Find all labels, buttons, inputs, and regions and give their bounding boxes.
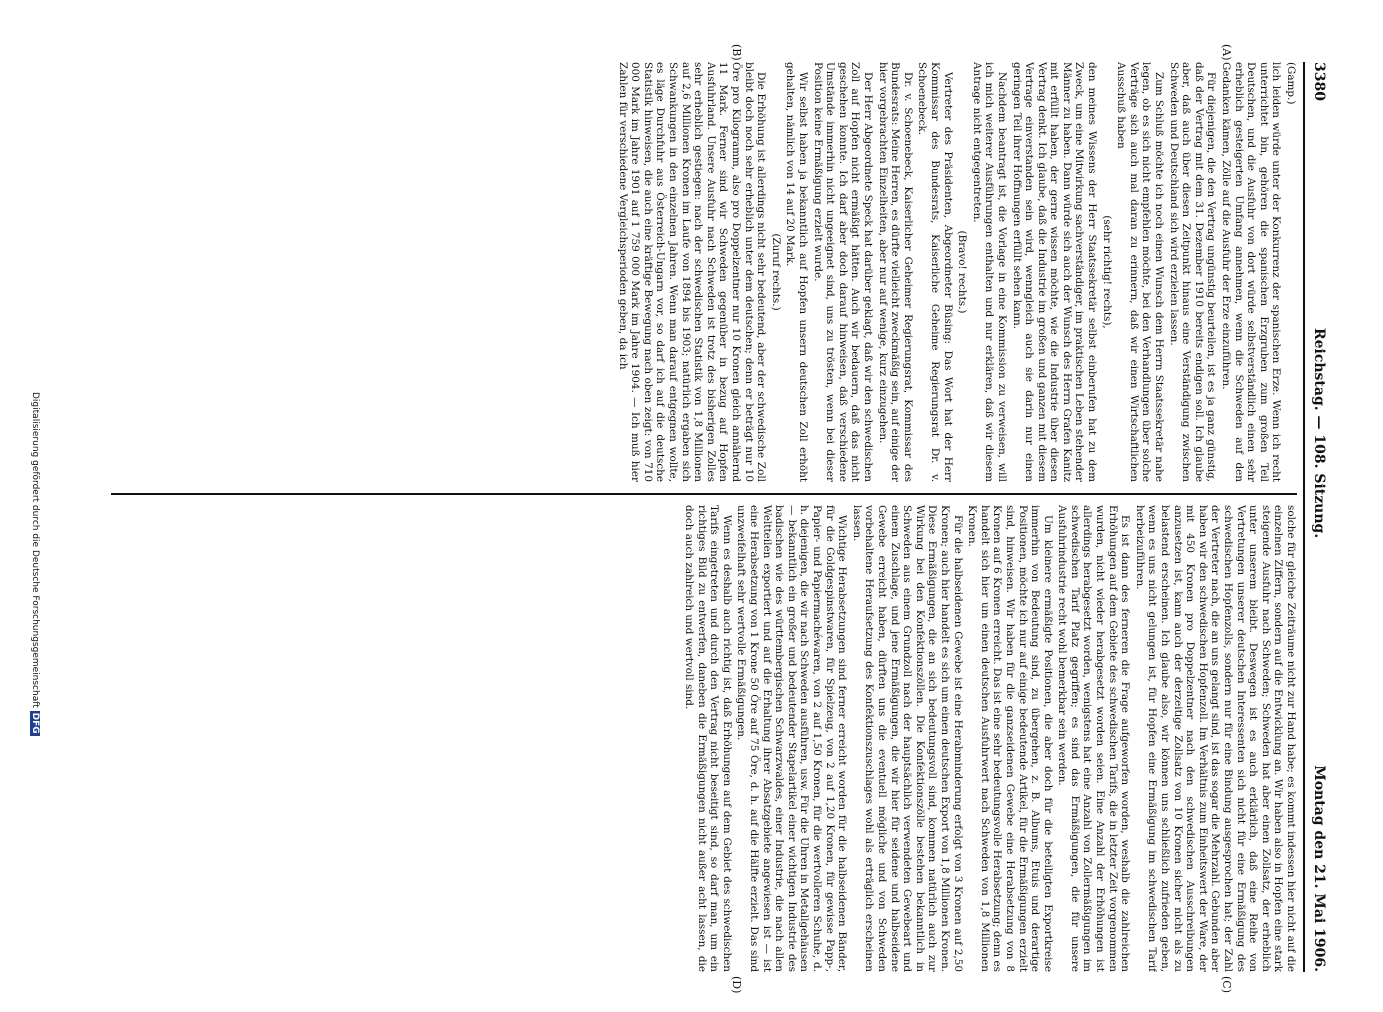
interjection: (Zuruf rechts.) (769, 233, 782, 311)
paragraph: Nachdem beantragt ist, die Vorlage in eine Kommission zu verweisen, will ich mich weiterer Ausführungen enthalten und nur erklären, daß wir diesem Antrage nicht entgegentreten. (970, 62, 1008, 482)
paragraph: Für diejenigen, die den Vertrag ungünstig beurteilen, ist es ja ganz günstig, daß der Vertrag mit dem 31. Dezember 1910 bereits endigen soll. Ich glaube aber, daß auch über diesen Zeitpunkt hinaus eine Verständigung zwischen Schweden und Deutschland sich wird erzielen lassen. (1167, 62, 1218, 482)
paragraph: Wir selbst haben ja bekanntlich auf Hopfen unsern deutschen Zoll erhöht gehalten, nämlich von 14 auf 20 Mark. (784, 62, 810, 482)
right-column (111, 505, 1297, 972)
paragraph: Dr. v. Schoenebeck, Kaiserlicher Geheimer Regierungsrat, Kommissar des Bundesrats: Meine Herren, es dürfte vielleicht zweckmäßig sein, auf einige der hier vorgebrachten Einzelheiten, aber nur auf wenige, kurz einzugehen. (876, 62, 914, 482)
paragraph: Für die halbseidenen Gewebe ist eine Herabminderung erfolgt von 3 Kronen auf 2,50 Kronen; auch hier handelt es sich um einen deutschen Export von 1,8 Millionen Kronen. Diese Ermäßigungen, die an sich bedeutungsvoll sind, kommen natürlich auch zur Wirkung bei den Konfektionszöllen. Die Konfektionszölle bestehen bekanntlich in Schweden aus einem Grundzoll nach der hauptsächlich verwendeten Gewebeart und einem Zuschlage, und jene Ermäßigungen, die wir hier für seidene und halbseidene Gewebe erreicht haben, dürften uns die eventuell mögliche und von Schweden vorbehaltene Heraufsetzung des Konfektionszuschlages wohl als erträglich erscheinen lassen. (850, 505, 964, 972)
credit-text: Digitalisierung gefördert durch die Deutsche Forschungsgemeinschaft (30, 392, 40, 708)
column-divider (111, 493, 1297, 495)
header-rule (1303, 62, 1305, 972)
page-number: 3380 (1311, 62, 1327, 101)
page-title: Reichstag. — 108. Sitzung. (1311, 327, 1327, 539)
paragraph: Zum Schluß möchte ich noch einen Wunsch dem Herrn Staatssekretär nahe legen, ob es sich nicht empfehlen möchte, bei den Verhandlungen über solche Verträge sich auch mal daran zu erinnern, daß wir einen Wirtschaftlichen Ausschuß haben (1115, 62, 1166, 482)
margin-mark-a: (A) (1220, 44, 1233, 61)
paragraph: Es ist dann des ferneren die Frage aufgeworfen worden, weshalb die zahlreichen Erhöhungen auf dem Gebiete des schwedischen Tarifs, die in letzter Zeit vorgenommen wurden, nicht wieder herabgesetzt worden seien. Eine Anzahl der Erhöhungen ist allerdings herabgesetzt worden, wenigstens hat eine Anzahl von Zollermäßigungen im schwedischen Tarif Platz gegriffen; es sind das Ermäßigungen, die für unsere Ausfuhrindustrie recht wohl bemerkbar sein werden. (1056, 505, 1132, 972)
dfg-logo: DFG (30, 712, 40, 734)
digitization-credit (30, 392, 40, 1012)
page-header (1307, 62, 1327, 972)
speaker-tag: (Gamp.) (1285, 62, 1297, 105)
paragraph: Wenn es deshalb auch richtig ist, daß Erhöhungen auf dem Gebiet des schwedischen Tarifs eingetreten und durch den Vertrag nicht beseitigt sind, so darf man, um ein richtiges Bild zu entwerfen, daneben die Ermäßigungen nicht außer acht lassen, die doch auch zahlreich und wertvoll sind. (683, 505, 733, 972)
paragraph: Vertreter des Präsidenten, Abgeordneter Büsing: Das Wort hat der Herr Kommissar des Bundesrats, Kaiserliche Geheime Regierungsrat Dr. v. Schoenebeck. (916, 62, 954, 482)
paragraph: solche für gleiche Zeiträume nicht zur Hand habe; es kommt indessen hier nicht auf die einzelnen Ziffern, sondern auf die Entwicklung an. Wir haben also in Hopfen eine stark steigende Ausfuhr nach Schweden; Schweden hat aber einen Zollsatz, der erheblich unter unserem bleibt. Deswegen ist es auch erklärlich, daß eine Reihe von Vertretungen unserer deutschen Interessenten sich nicht für eine Ermäßigung des schwedischen Hopfenzolls, sondern nur für eine Bindung ausgesprochen hat; der Zahl der Vertreter nach, die an uns gelangt sind, ist das sogar die Mehrzahl. Gebunden aber haben wir den schwedischen Hopfenzoll. Im Verhältnis zum Einheitswert der Ware, der mit 450 Kronen pro Doppelzentner nach den schwedischen Ausschreibungen anzusetzen ist, kann auch der derzeitige Zollsatz von 10 Kronen sicher nicht als zu belastend erscheinen. Ich glaube also, wir können uns schließlich zufrieden geben, wenn es uns nicht gelungen ist, für Hopfen eine Ermäßigung im schwedischen Tarif herbeizuführen. (1133, 505, 1297, 972)
interjection: (Bravo! rechts.) (956, 230, 969, 314)
paragraph: lich leiden würde unter der Konkurrenz der spanischen Erze. Wenn ich recht unterrichtet bin, gehören die spanischen Erzgruben zum großen Teil Deutschen, und die Ausfuhr von dort würde selbstverständlich einen sehr erheblich gesteigerten Umfang annehmen, wenn die Schweden auf den Gedanken kämen, Zölle auf die Ausfuhr der Erze einzuführen. (1220, 62, 1283, 482)
paragraph: Der Herr Abgeordnete Speck hat darüber geklagt, daß wir den schwedischen Zoll auf Hopfen nicht ermäßigt hätten. Auch wir bedauern, daß das nicht geschehen konnte. Ich darf aber doch darauf hinweisen, daß verschiedene Umstände immerhin nicht ungeeignet sind, uns zu trösten, wenn bei dieser Position keine Ermäßigung erzielt wurde. (811, 62, 874, 482)
margin-mark-b: (B) (730, 44, 743, 61)
interjection: (sehr richtig! rechts), (1100, 215, 1113, 329)
margin-mark-c: (C) (1220, 976, 1233, 993)
left-column (111, 62, 1297, 482)
paragraph: den meines Wissens der Herr Staatssekretär selbst einberufen hat zu dem Zweck, um eine Mitwirkung sachverständiger, im praktischen Leben stehender Männer zu haben. Dann würde sich auch der Wunsch des Herrn Grafen Kanitz mit erfüllt haben, der gerne wissen möchte, wie die Industrie über diesen Vertrag denkt. Ich glaube, daß die Industrie im großen und ganzen mit diesem Vertrage einverstanden sein wird, wenngleich auch sie darin nur einen geringen Teil ihrer Hoffnungen erfüllt sehen kann. (1010, 62, 1099, 482)
margin-mark-d: (D) (730, 976, 743, 994)
paragraph: Die Erhöhung ist allerdings nicht sehr bedeutend, aber der schwedische Zoll bleibt doch noch sehr erheblich unter dem deutschen; denn er beträgt nur 10 Öre pro Kilogramm, also pro Doppelzentner nur 10 Kronen gleich annähernd 11 Mark. Ferner sind wir Schweden gegenüber in bezug auf Hopfen Ausfuhrland. Unsere Ausfuhr nach Schweden ist trotz des bisherigen Zolles sehr erheblich gestiegen: nach der schwedischen Statistik von 1,8 Millionen auf 2,6 Millionen Kronen im Laufe von 1894 bis 1903; natürlich ergaben sich Schwankungen in den einzelnen Jahren. Wenn man darauf entgegnen wollte, es läge Durchfuhr aus Österreich-Ungarn vor, so darf ich auf die deutsche Statistik hinweisen, die auch eine kräftige Bewegung nach oben zeigt: von 710 000 Mark im Jahre 1901 auf 1 759 000 Mark im Jahre 1904. — Ich muß hier Zahlen für verschiedene Vergleichsperioden geben, da ich (616, 62, 768, 482)
paragraph: Wichtige Herabsetzungen sind ferner erreicht worden für die halbseidenen Bänder, für die Goldgespinstwaren, für Spielzeug, von 2 auf 1,20 Kronen, für gewisse Papp-, Papier- und Papiermachéwaren, von 2 auf 1,50 Kronen, für die wertvolleren Schuhe, d. h. diejenigen, die wir nach Schweden ausführen, usw. Für die Uhren in Metallgehäusen — bekanntlich ein großer und bedeutender Stapelartikel einer wichtigen Industrie des badischen wie des württembergischen Schwarzwaldes, einer Industrie, die nach allen Weltteilen exportiert und auf die Erhaltung ihrer Absatzgebiete angewiesen ist — ist eine Herabsetzung von 1 Krone 50 Öre auf 75 Öre, d. h. auf die Hälfte erzielt. Das sind unzweifelhaft sehr wertvolle Ermäßigungen. (735, 505, 849, 972)
paragraph: Um kleinere ermäßigte Positionen, die aber doch für die beteiligten Exportkreise immerhin von Bedeutung sind, zu übergehen, z. B. Albums, Etuis und derartige Positionen, möchte ich nur auf einige bedeutende Artikel, für die Ermäßigungen erzielt sind, hinweisen. Wir haben für die ganzseidenen Gewebe eine Herabsetzung von 8 Kronen auf 6 Kronen erreicht. Das ist eine sehr bedeutungsvolle Herabsetzung; denn es handelt sich hier um einen deutschen Ausfuhrwert nach Schweden von 1,8 Millionen Kronen. (966, 505, 1054, 972)
page-date: Montag den 21. Mai 1906. (1311, 765, 1327, 972)
